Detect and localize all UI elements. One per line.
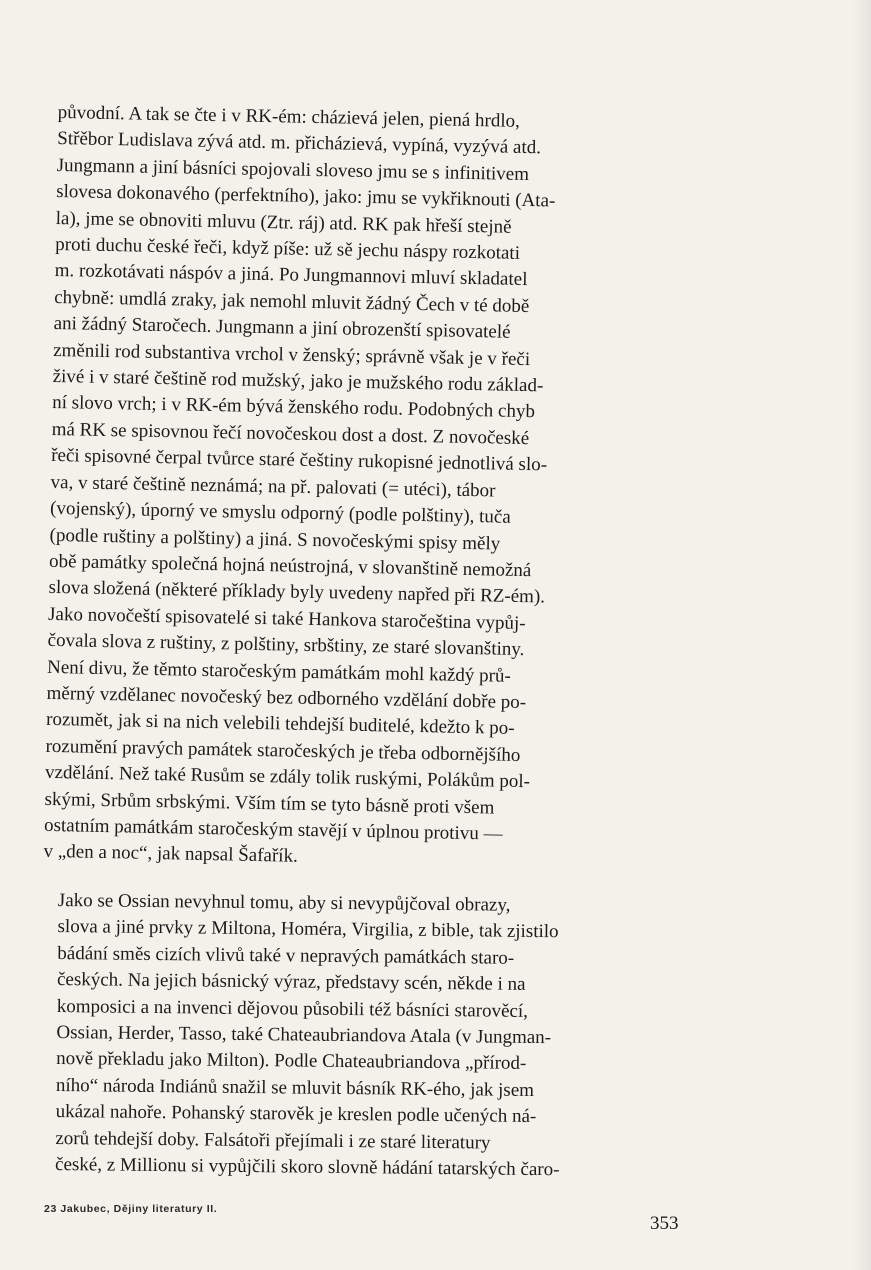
text-line: komposici a na invenci dějovou působili též básníci starověcí, — [56, 995, 529, 1022]
text-line: nově překladu jako Milton). Podle Chateaubriandova „přírod- — [56, 1048, 527, 1075]
paragraph-2 — [55, 888, 722, 1185]
text-line: živé i v staré češtině rod mužský, jako je mužského rodu základ- — [52, 366, 544, 397]
text-line: změnili rod substantiva vrchol v ženský; správně však je v řeči — [52, 339, 531, 370]
text-line: ostatním památkám staročeským stavějí v úplnou protivu — — [43, 814, 503, 845]
text-line: slova a jiné prvky z Miltona, Homéra, Virgilia, z bible, tak zjistilo — [57, 916, 559, 943]
text-line: ani žádný Staročech. Jungmann a jiní obrozenští spisovatelé — [53, 313, 511, 343]
text-line: la), jme se obnoviti mluvu (Ztr. ráj) atd. RK pak hřeší stejně — [55, 207, 512, 238]
text-line: měrný vzdělanec novočeský bez odborného vzdělání dobře po- — [46, 682, 527, 714]
text-line: skými, Srbům srbskými. Vším tím se tyto básně proti všem — [44, 788, 495, 819]
text-line: slovesa dokonavého (perfektního), jako: jmu se vykřiknouti (Ata- — [56, 181, 556, 212]
text-line: va, v staré češtině neznámá; na př. palovati (= utéci), tábor — [50, 471, 496, 502]
text-line: obě památky společná hojná neústrojná, v slovanštině nemožná — [48, 550, 532, 582]
text-line: čovala slova z ruštiny, z polštiny, srbštiny, ze staré slovanštiny. — [47, 630, 525, 661]
page-number: 353 — [650, 1213, 679, 1234]
text-line: má RK se spisovnou řečí novočeskou dost a dost. Z novočeské — [51, 418, 530, 449]
text-line: české, z Millionu si vypůjčili skoro slovně hádání tatarských čaro- — [54, 1154, 560, 1181]
text-line: slova složená (některé příklady byly uvedeny napřed při RZ-ém). — [48, 577, 546, 608]
text-line: chybně: umdlá zraky, jak nemohl mluvit žádný Čech v té době — [54, 286, 530, 317]
text-line: původní. A tak se čte i v RK-ém: cházievá jelen, piená hrdlo, — [57, 101, 521, 132]
text-line: m. rozkotávati náspóv a jiná. Po Jungmannovi mluví skladatel — [54, 260, 528, 291]
text-line: Jungmann a jiní básníci spojovali sloveso jmu se s infinitivem — [56, 154, 530, 185]
text-line: českých. Na jejich básnický výraz, představy scén, někde i na — [56, 969, 526, 996]
text-line: Jako novočeští spisovatelé si také Hankova staročeština vypůj- — [47, 603, 526, 634]
text-line: zorů tehdejší doby. Falsátoři přejímali i ze staré literatury — [55, 1127, 491, 1154]
footer-signature: 23 Jakubec, Dějiny literatury II. — [44, 1203, 218, 1215]
text-line: (vojenský), úporný ve smyslu odporný (podle polštiny), tuča — [49, 498, 511, 528]
text-line: Ossian, Herder, Tasso, také Chateaubriandova Atala (v Jungman- — [56, 1022, 552, 1049]
text-line: (podle ruštiny a polštiny) a jiná. S novočeskými spisy měly — [49, 524, 501, 555]
text-line: bádání směs cizích vlivů také v nepravých památkách staro- — [57, 942, 515, 969]
text-line: rozumět, jak si na nich velebili tehdejší buditelé, kdežto k po- — [45, 709, 515, 740]
text-line: ukázal nahoře. Pohanský starověk je kreslen podle učených ná- — [55, 1101, 537, 1128]
paragraph-1 — [43, 100, 722, 878]
text-line: rozumění pravých památek staročeských je třeba odbornějšího — [45, 735, 521, 766]
text-line: proti duchu české řeči, když píše: už sě jechu náspy rozkotati — [55, 234, 521, 264]
text-line: Není divu, že těmto staročeským památkám mohl každý prů- — [46, 656, 512, 687]
page-edge-shade — [853, 0, 871, 1270]
text-line: Jako se Ossian nevyhnul tomu, aby si nevypůjčoval obrazy, — [57, 889, 511, 916]
text-line: vzdělání. Než také Rusům se zdály tolik ruskými, Polákům pol- — [44, 762, 531, 793]
text-line: Střěbor Ludislava zývá atd. m. přicházievá, vypíná, vyzývá atd. — [57, 128, 542, 159]
text-line: ního“ národa Indiánů snažil se mluvit básník RK-ého, jak jsem — [55, 1074, 535, 1101]
text-line: řeči spisovné čerpal tvůrce staré češtiny rukopisné jednotlivá slo- — [50, 445, 548, 476]
text-line: v „den a noc“, jak napsal Šafařík. — [43, 841, 299, 868]
text-line: ní slovo vrch; i v RK-ém bývá ženského rodu. Podobných chyb — [51, 392, 536, 423]
